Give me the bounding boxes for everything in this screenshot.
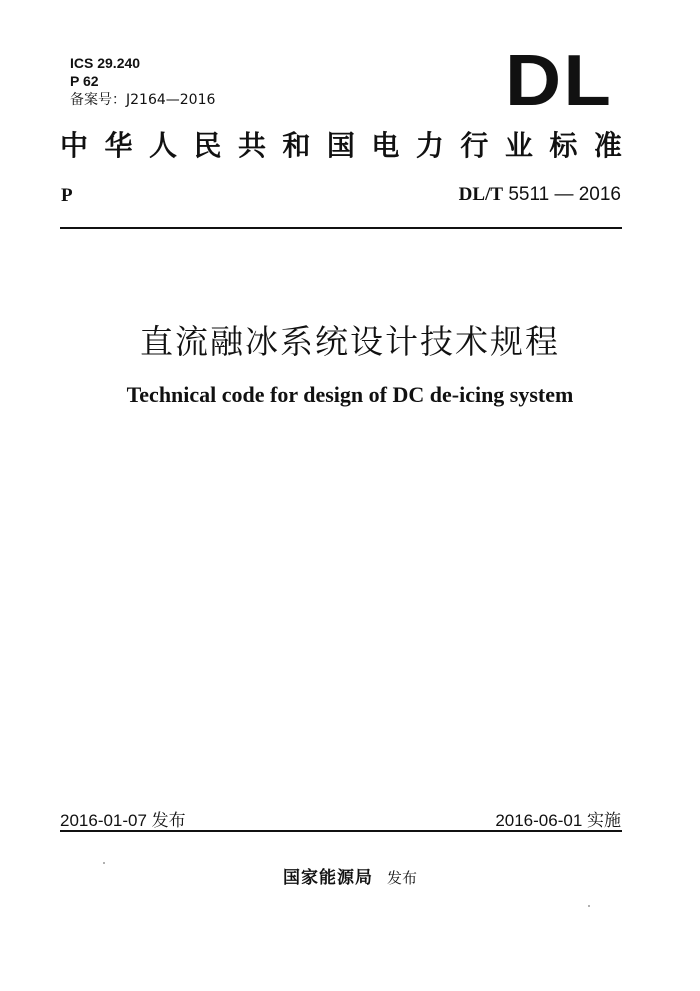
- ics-code: ICS 29.240: [70, 55, 141, 71]
- organization-char: 中: [60, 129, 89, 162]
- organization-char: 业: [504, 129, 533, 162]
- category-code: P 62: [70, 73, 99, 89]
- organization-char: 民: [193, 129, 222, 162]
- organization-char: 电: [371, 129, 400, 162]
- organization-char: 人: [148, 129, 177, 162]
- organization-char: 力: [415, 129, 444, 162]
- issue-date: 2016-01-07 发布: [60, 811, 186, 830]
- standard-prefix: DL/T: [458, 184, 504, 205]
- standard-number: [459, 184, 621, 206]
- classification-letter: P: [61, 185, 73, 206]
- record-number: 备案号：J2164—2016: [70, 92, 216, 108]
- publisher-verb: 发布: [386, 869, 417, 887]
- speck: [588, 905, 590, 907]
- organization-char: 和: [282, 129, 311, 162]
- top-rule: [60, 227, 622, 229]
- organization-char: 共: [237, 129, 266, 162]
- implementation-date: 2016-06-01 实施: [495, 811, 621, 830]
- organization-char: 华: [104, 129, 133, 162]
- title-english: Technical code for design of DC de-icing system: [126, 382, 574, 407]
- organization-char: 标: [549, 129, 578, 162]
- standard-year-number: 5511 — 2016: [508, 184, 621, 205]
- speck: [103, 862, 105, 864]
- organization-char: 行: [460, 129, 489, 162]
- issuing-organization: [60, 128, 622, 164]
- title-chinese: 直流融冰系统设计技术规程: [140, 322, 560, 361]
- dl-logo: DL: [505, 41, 613, 121]
- organization-char: 国: [326, 129, 355, 162]
- publisher-line: [0, 863, 700, 888]
- bottom-rule: [60, 830, 622, 832]
- publisher-name: 国家能源局: [282, 868, 373, 888]
- organization-char: 准: [593, 129, 622, 162]
